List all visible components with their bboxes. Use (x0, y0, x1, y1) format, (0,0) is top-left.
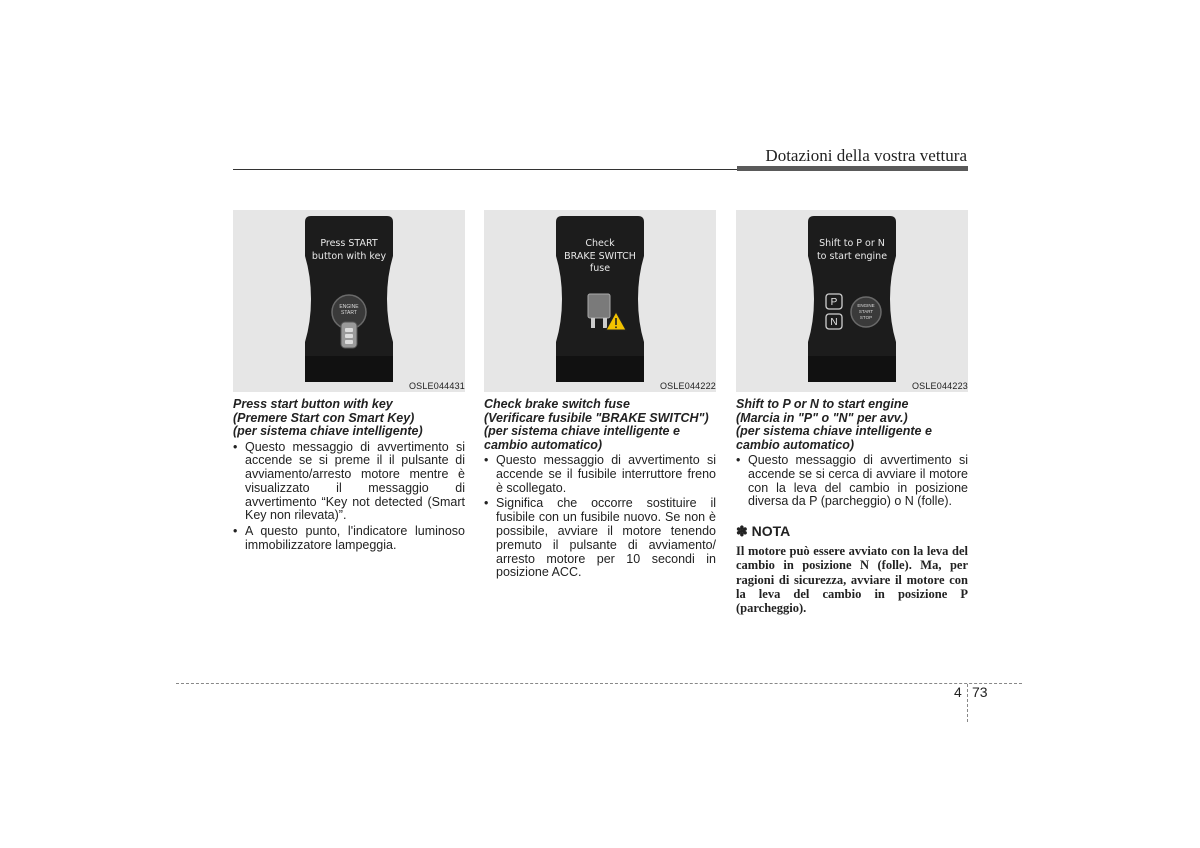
display-line: Shift to P or N (819, 238, 885, 249)
chapter-number: 4 (954, 684, 962, 700)
figure-brake-switch (484, 210, 716, 392)
caption-line: (Verificare fusibile "BRAKE SWITCH") (484, 410, 709, 425)
page-header-title: Dotazioni della vostra vettura (765, 146, 967, 165)
header-bar (737, 166, 968, 171)
bullet-item: • Questo messaggio di avvertimento si accende se il fusibile interruttore freno è scollegato. (484, 454, 716, 495)
display-line: button with key (311, 250, 387, 262)
figure-code: OSLE044223 (911, 381, 968, 391)
gear-p-label: P (830, 297, 838, 308)
caption-line: (Premere Start con Smart Key) (233, 410, 415, 425)
caption-line: (Marcia in "P" o "N" per avv.) (736, 410, 908, 425)
display-message (305, 238, 393, 263)
display-line: Check (585, 238, 615, 249)
caption-line: cambio automatico) (736, 437, 855, 452)
page-number: 73 (972, 684, 988, 700)
bullet-list (484, 454, 716, 580)
footer-dashed-line (176, 683, 1022, 684)
button-label-line3: STOP (859, 315, 873, 320)
button-label-line2: START (858, 309, 874, 314)
column-shift-p-n (736, 210, 968, 615)
caption-line: (per sistema chiave intelligente e (484, 424, 680, 438)
bullet-item: • Questo messaggio di avvertimento si accende se si cerca di avviare il motore con la leva del cambio in posizione diversa da P (parcheggio) o N (folle). (736, 454, 968, 509)
nota-heading: ✽ NOTA (736, 523, 791, 540)
caption-line: (per sistema chiave intelligente) (233, 424, 423, 438)
display-message (808, 238, 896, 263)
caption-line: cambio automatico) (484, 437, 603, 452)
display-line: to start engine (816, 250, 888, 262)
figure-caption (736, 398, 968, 452)
figure-caption (484, 398, 716, 452)
figure-press-start (233, 210, 465, 392)
bullet-item: • Questo messaggio di avvertimento si accende se si preme il il pulsante di avviamento/arresto motore mentre è visualizzato il messaggio di avvertimento “Key not detected (Smart Key non rilevata)”. (233, 441, 465, 524)
gear-n-label: N (830, 317, 838, 328)
caption-line: Check brake switch fuse (484, 397, 630, 411)
bullet-item: • A questo punto, l'indicatore luminoso immobilizzatore lampeggia. (233, 525, 465, 553)
figure-code: OSLE044222 (659, 381, 716, 391)
bullet-list (736, 454, 968, 509)
figure-shift-p-n (736, 210, 968, 392)
column-brake-switch (484, 210, 716, 582)
header-rule (233, 169, 737, 170)
caption-line: Press start button with key (233, 397, 393, 411)
footer-divider (967, 684, 968, 722)
display-message (556, 238, 644, 276)
engine-start-label-line2: START (341, 310, 357, 316)
bullet-list (233, 441, 465, 553)
figure-code: OSLE044431 (408, 381, 465, 391)
caption-line: (per sistema chiave intelligente e (736, 424, 932, 438)
button-label-line1: ENGINE (857, 303, 875, 308)
display-line: fuse (589, 263, 611, 274)
display-line: BRAKE SWITCH (564, 250, 636, 262)
display-line: Press START (320, 238, 378, 249)
column-press-start (233, 210, 465, 555)
bullet-item: • Significa che occorre sostituire il fusibile con un fusibile nuovo. Se non è possibile, avviare il motore tenendo premuto il pulsante di avviamento/ arresto motore per 10 secondi in posizione ACC. (484, 497, 716, 580)
figure-caption (233, 398, 465, 439)
caption-line: Shift to P or N to start engine (736, 397, 909, 411)
nota-body: Il motore può essere avviato con la leva del cambio in posizione N (folle). Ma, per ragioni di sicurezza, avviare il motore con la leva del cambio in posizione P (parcheggio). (736, 544, 968, 615)
engine-start-label-line1: ENGINE (339, 304, 359, 310)
